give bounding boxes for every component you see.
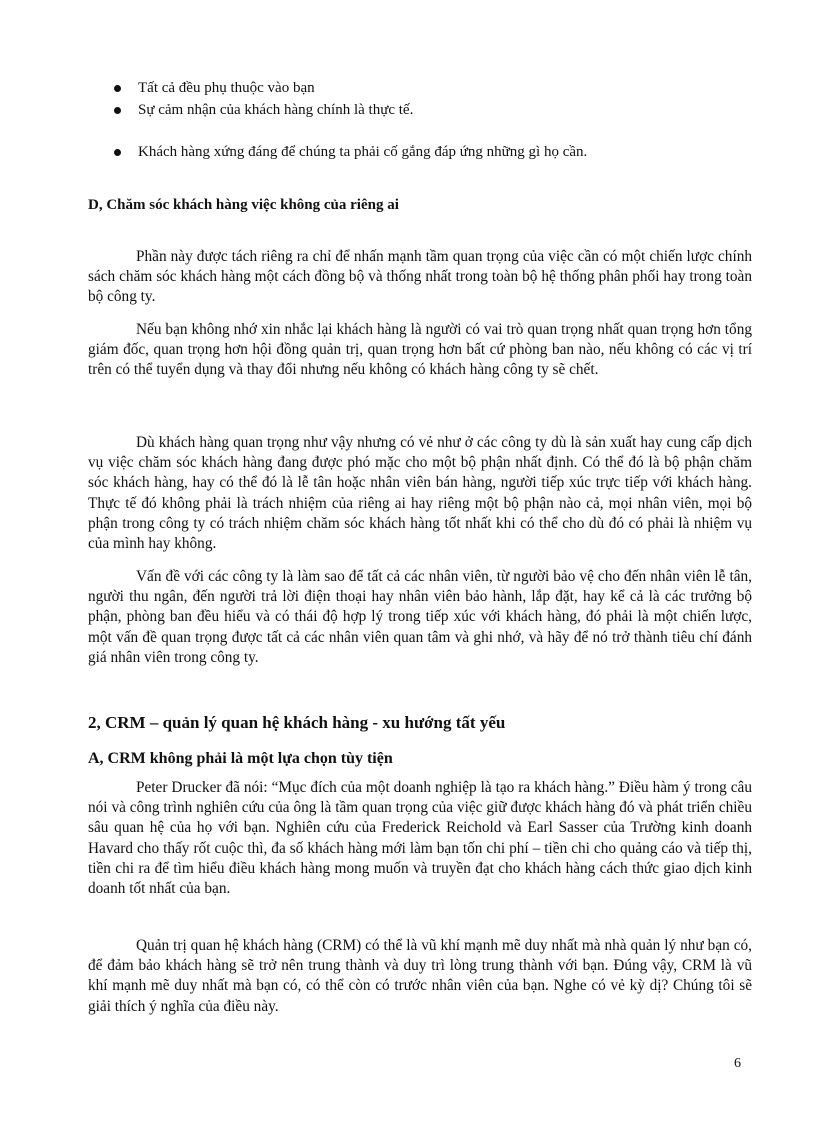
bullet-item: Sự cảm nhận của khách hàng chính là thực tế.: [112, 100, 732, 120]
paragraph: Quản trị quan hệ khách hàng (CRM) có thể là vũ khí mạnh mẽ duy nhất mà nhà quản lý như bạn có, để đảm bảo khách hàng sẽ trở nên trung thành và duy trì lòng trung thành với bạn. Đúng vậy, CRM là vũ khí mạnh mẽ duy nhất mà bạn có, có thể còn có trước nhân viên của bạn. Nghe có vẻ kỳ dị? Chúng tôi sẽ giải thích ý nghĩa của điều này.: [88, 937, 752, 1015]
section-a-subheading: A, CRM không phải là một lựa chọn tùy tiện: [88, 750, 393, 767]
page-number: 6: [734, 1056, 741, 1071]
section-d-heading: D, Chăm sóc khách hàng việc không của riêng ai: [88, 197, 399, 213]
bullet-item: Khách hàng xứng đáng để chúng ta phải cố gắng đáp ứng những gì họ cần.: [112, 142, 732, 162]
bullet-item: Tất cả đều phụ thuộc vào bạn: [112, 78, 732, 98]
paragraph: Dù khách hàng quan trọng như vậy nhưng có vẻ như ở các công ty dù là sản xuất hay cung cấp dịch vụ việc chăm sóc khách hàng đang được phó mặc cho một bộ phận nhất định. Có thể đó là bộ phận chăm sóc khách hàng, hay có thể đó là lễ tân hoặc nhân viên bán hàng, người tiếp xúc trực tiếp với khách hàng. Thực tế đó không phải là trách nhiệm của riêng ai hay riêng một bộ phận nào cả, mọi nhân viên, mọi bộ phận trong công ty có trách nhiệm chăm sóc khách hàng tốt nhất khi có thể cho dù đó có phải là nhiệm vụ của mình hay không.: [88, 434, 752, 553]
paragraph: Nếu bạn không nhớ xin nhắc lại khách hàng là người có vai trò quan trọng nhất quan trọng hơn tổng giám đốc, quan trọng hơn hội đồng quản trị, quan trọng hơn bất cứ phòng ban nào, nếu không có các vị trí trên có thể tuyển dụng và thay đổi nhưng nếu không có khách hàng công ty sẽ chết.: [88, 321, 752, 379]
section-2-heading: 2, CRM – quản lý quan hệ khách hàng - xu hướng tất yếu: [88, 713, 506, 732]
paragraph: Vấn đề với các công ty là làm sao để tất cả các nhân viên, từ người bảo vệ cho đến nhân viên lễ tân, người thu ngân, đến người trả lời điện thoại hay nhân viên bảo hành, lắp đặt, hay kể cả là các trưởng bộ phận, phòng ban đều hiểu và có thái độ hợp lý trong tiếp xúc với khách hàng, đó phải là một chiến lược, một vấn đề quan trọng được tất cả các nhân viên quan tâm và ghi nhớ, và hãy để nó trở thành tiêu chí đánh giá nhân viên trong công ty.: [88, 568, 752, 666]
paragraph: Peter Drucker đã nói: “Mục đích của một doanh nghiệp là tạo ra khách hàng.” Điều hàm ý trong câu nói và công trình nghiên cứu của ông là tầm quan trọng của việc giữ được khách hàng đó và phát triển chiều sâu quan hệ của họ với bạn. Nghiên cứu của Frederick Reichold và Earl Sasser của Trường kinh doanh Havard cho thấy rốt cuộc thì, đa số khách hàng mới làm bạn tốn chi phí – tiền chi cho quảng cáo và tiếp thị, tiền chi ra để tìm hiểu điều khách hàng mong muốn và truyền đạt cho khách hàng cách thức giao dịch kinh doanh tốt nhất của bạn.: [88, 779, 752, 898]
bullet-list: [112, 78, 732, 162]
paragraph: Phần này được tách riêng ra chỉ để nhấn mạnh tầm quan trọng của việc cần có một chiến lược chính sách chăm sóc khách hàng một cách đồng bộ và thống nhất trong toàn bộ hệ thống phân phối hay trong toàn bộ công ty.: [88, 248, 752, 306]
